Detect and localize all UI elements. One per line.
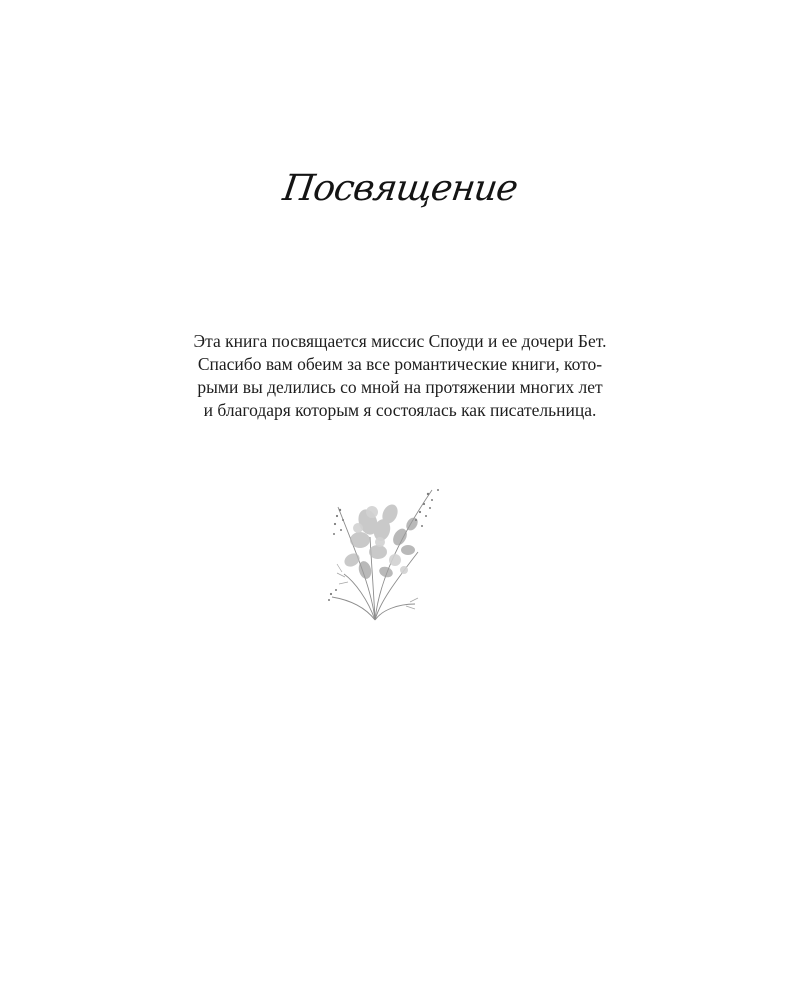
dedication-text [150,330,650,422]
dedication-line: Эта книга посвящается миссис Споуди и ее дочери Бет. [193,331,607,351]
page-title: Посвящение [280,168,520,209]
dedication-line: рыми вы делились со мной на протяжении многих лет [197,377,603,397]
dedication-line: и благодаря которым я состоялась как писательница. [203,400,597,420]
dedication-line: Спасибо вам обеим за все романтические книги, кото- [197,354,603,374]
wildflower-bouquet-icon [320,482,450,627]
